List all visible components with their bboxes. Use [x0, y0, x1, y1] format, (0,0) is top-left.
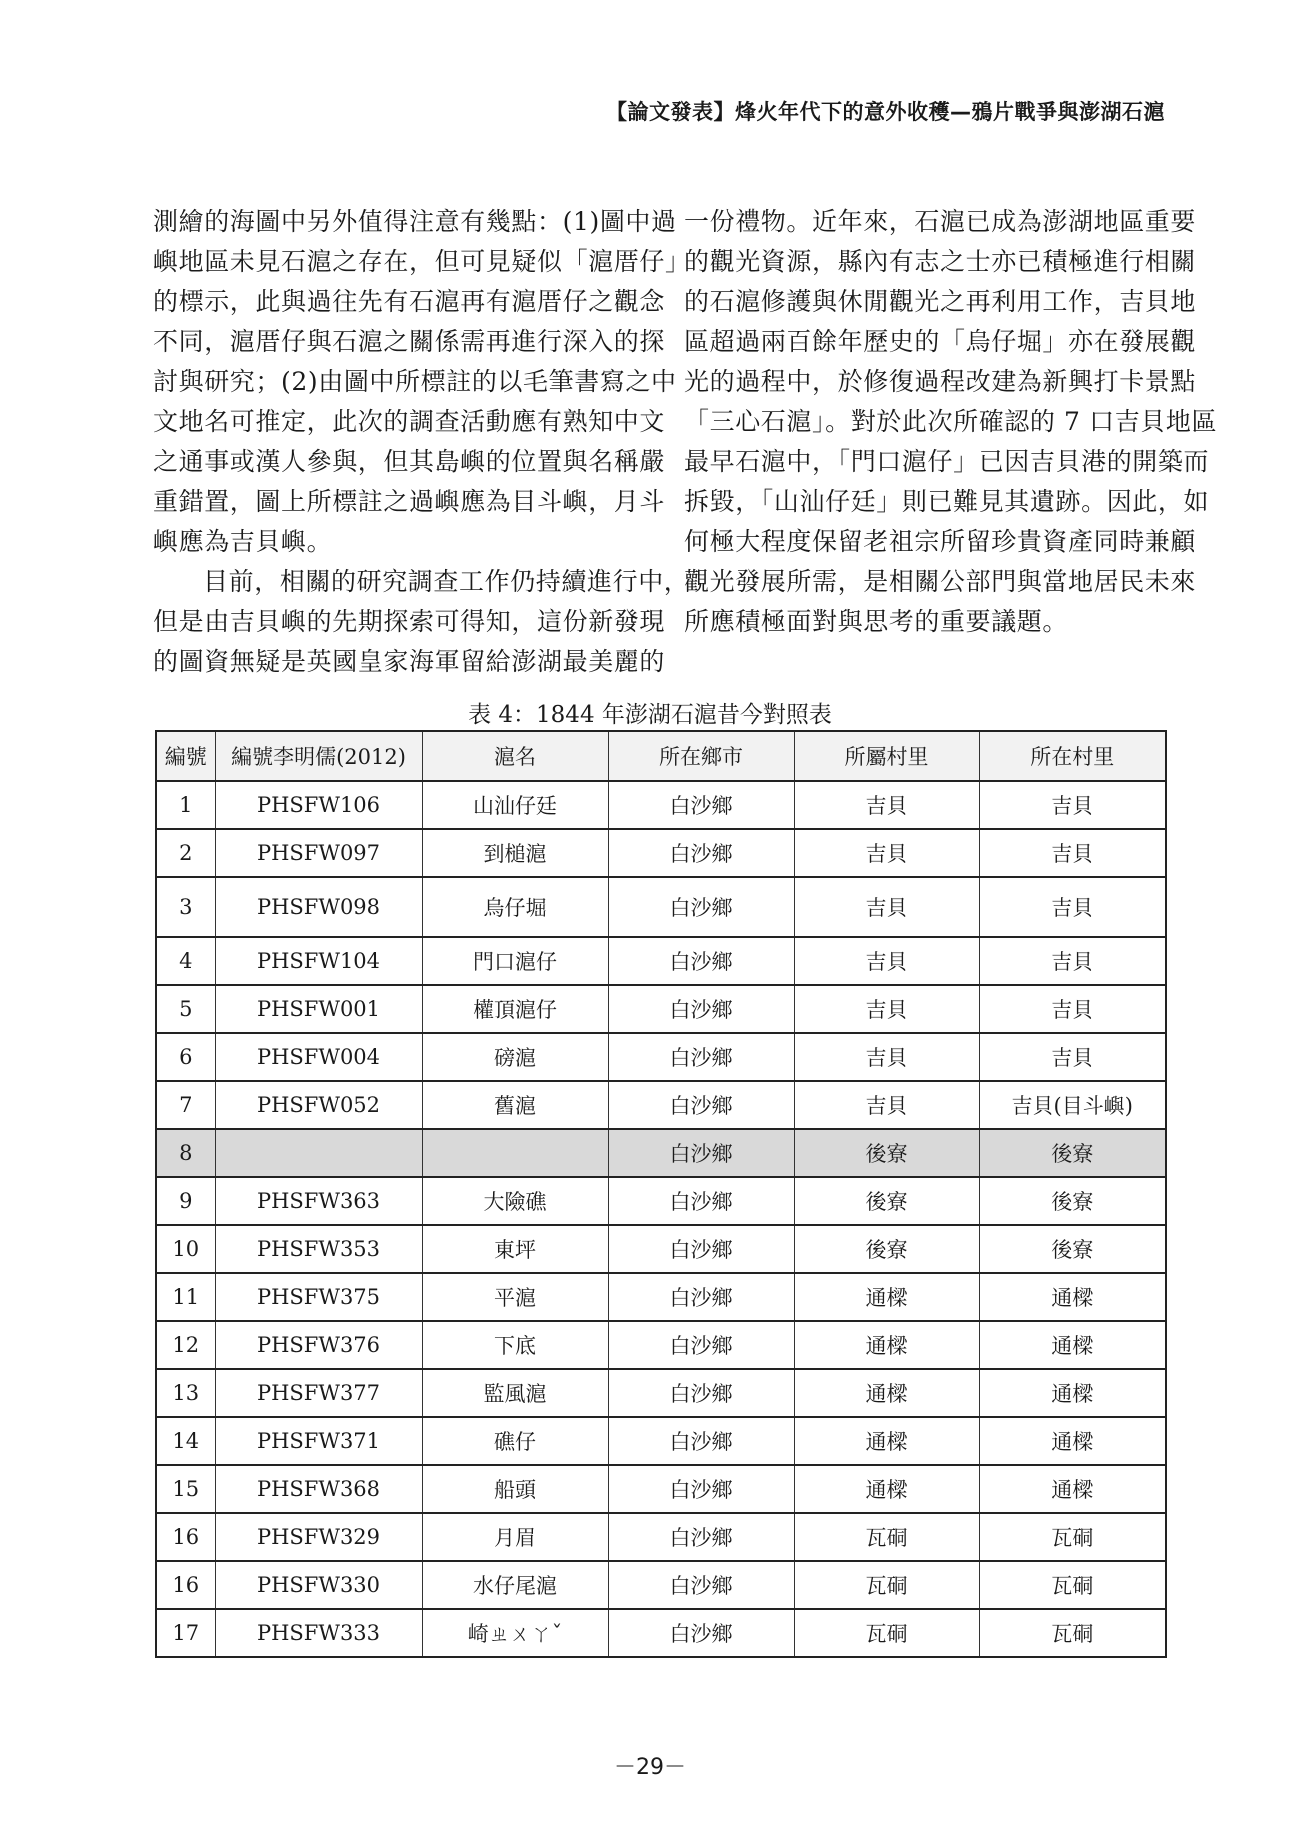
table-row: [156, 1369, 1166, 1417]
text-line: 的石滬修護與休閒觀光之再利用工作，吉貝地: [684, 287, 1197, 316]
table-caption: 表 4：1844 年澎湖石滬昔今對照表: [468, 702, 832, 728]
text-line: 但是由吉貝嶼的先期探索可得知，這份新發現: [153, 607, 666, 636]
cell-village-belong: 後寮: [794, 1129, 979, 1177]
text-line: 之通事或漢人參與，但其島嶼的位置與名稱嚴: [153, 447, 666, 476]
cell-village-belong: 通樑: [794, 1321, 979, 1369]
cell-li-number: PHSFW376: [215, 1321, 422, 1369]
cell-village-belong: 通樑: [794, 1417, 979, 1465]
table-row: [156, 1129, 1166, 1177]
cell-weir-name: 山汕仔廷: [422, 781, 608, 829]
cell-village-located: 吉貝: [979, 829, 1166, 877]
cell-village-located: 吉貝(目斗嶼): [979, 1081, 1166, 1129]
cell-li-number: PHSFW368: [215, 1465, 422, 1513]
table-row: [156, 1177, 1166, 1225]
cell-li-number: PHSFW363: [215, 1177, 422, 1225]
cell-weir-name: 崎ㄓㄨㄚˇ: [422, 1609, 608, 1657]
cell-weir-name: 舊滬: [422, 1081, 608, 1129]
cell-township: 白沙鄉: [608, 985, 794, 1033]
cell-township: 白沙鄉: [608, 1081, 794, 1129]
cell-village-located: 吉貝: [979, 985, 1166, 1033]
header-number: 編號: [156, 731, 215, 781]
cell-village-belong: 後寮: [794, 1225, 979, 1273]
empty-diagonal-cell: [215, 1129, 422, 1177]
cell-village-located: 吉貝: [979, 781, 1166, 829]
text-line: 不同，滬厝仔與石滬之關係需再進行深入的探: [153, 327, 666, 356]
cell-village-belong: 後寮: [794, 1177, 979, 1225]
cell-li-number: PHSFW333: [215, 1609, 422, 1657]
right-text-column: [684, 202, 1218, 642]
table-row: [156, 985, 1166, 1033]
table-row: [156, 1225, 1166, 1273]
cell-township: 白沙鄉: [608, 1273, 794, 1321]
cell-li-number: PHSFW330: [215, 1561, 422, 1609]
table-row: [156, 1609, 1166, 1657]
cell-township: 白沙鄉: [608, 1033, 794, 1081]
cell-village-belong: 通樑: [794, 1273, 979, 1321]
cell-li-number: PHSFW375: [215, 1273, 422, 1321]
cell-number: 16: [156, 1513, 215, 1561]
cell-township: 白沙鄉: [608, 1513, 794, 1561]
cell-number: 15: [156, 1465, 215, 1513]
cell-li-number: PHSFW104: [215, 937, 422, 985]
table-row: [156, 829, 1166, 877]
cell-township: 白沙鄉: [608, 1225, 794, 1273]
cell-township: 白沙鄉: [608, 1129, 794, 1177]
cell-li-number: PHSFW106: [215, 781, 422, 829]
cell-number: 16: [156, 1561, 215, 1609]
cell-township: 白沙鄉: [608, 829, 794, 877]
table-row: [156, 1321, 1166, 1369]
cell-number: 2: [156, 829, 215, 877]
cell-number: 1: [156, 781, 215, 829]
cell-village-located: 瓦硐: [979, 1609, 1166, 1657]
table-row: [156, 1561, 1166, 1609]
cell-weir-name: 大險礁: [422, 1177, 608, 1225]
cell-number: 7: [156, 1081, 215, 1129]
text-line: 觀光發展所需，是相關公部門與當地居民未來: [684, 567, 1197, 596]
cell-number: 10: [156, 1225, 215, 1273]
page-number: －29－: [614, 1755, 686, 1780]
cell-township: 白沙鄉: [608, 937, 794, 985]
cell-township: 白沙鄉: [608, 1465, 794, 1513]
cell-township: 白沙鄉: [608, 781, 794, 829]
text-line: 的圖資無疑是英國皇家海軍留給澎湖最美麗的: [153, 647, 666, 676]
cell-li-number: PHSFW371: [215, 1417, 422, 1465]
cell-weir-name: 水仔尾滬: [422, 1561, 608, 1609]
header-li-number: 編號李明儒(2012): [215, 731, 422, 781]
header-village-belong: 所屬村里: [794, 731, 979, 781]
cell-village-belong: 吉貝: [794, 985, 979, 1033]
text-line: 的觀光資源，縣內有志之士亦已積極進行相關: [684, 247, 1197, 276]
cell-li-number: PHSFW353: [215, 1225, 422, 1273]
cell-li-number: PHSFW098: [215, 877, 422, 937]
text-line: 一份禮物。近年來，石滬已成為澎湖地區重要: [684, 207, 1197, 236]
text-line: 最早石滬中，「門口滬仔」已因吉貝港的開築而: [684, 447, 1210, 476]
cell-village-located: 後寮: [979, 1129, 1166, 1177]
table-row: [156, 1513, 1166, 1561]
cell-li-number: PHSFW004: [215, 1033, 422, 1081]
cell-number: 14: [156, 1417, 215, 1465]
table-row: [156, 1417, 1166, 1465]
cell-village-located: 吉貝: [979, 937, 1166, 985]
table-row: [156, 937, 1166, 985]
cell-village-located: 通樑: [979, 1417, 1166, 1465]
table-row: [156, 1033, 1166, 1081]
cell-township: 白沙鄉: [608, 1609, 794, 1657]
cell-village-belong: 吉貝: [794, 877, 979, 937]
cell-number: 9: [156, 1177, 215, 1225]
text-line: 重錯置，圖上所標註之過嶼應為目斗嶼，月斗: [153, 487, 666, 516]
cell-weir-name: 權頂滬仔: [422, 985, 608, 1033]
cell-village-located: 吉貝: [979, 877, 1166, 937]
left-text-column: [153, 202, 691, 682]
cell-village-located: 瓦硐: [979, 1513, 1166, 1561]
table-row: [156, 781, 1166, 829]
text-line: 的標示，此與過往先有石滬再有滬厝仔之觀念: [153, 287, 666, 316]
cell-number: 3: [156, 877, 215, 937]
cell-village-located: 吉貝: [979, 1033, 1166, 1081]
cell-village-located: 後寮: [979, 1225, 1166, 1273]
cell-village-located: 後寮: [979, 1177, 1166, 1225]
cell-village-belong: 瓦硐: [794, 1609, 979, 1657]
text-line: 拆毀，「山汕仔廷」則已難見其遺跡。因此，如: [684, 487, 1210, 516]
cell-number: 4: [156, 937, 215, 985]
cell-weir-name: 船頭: [422, 1465, 608, 1513]
table-header-row: [156, 731, 1166, 781]
cell-village-belong: 通樑: [794, 1369, 979, 1417]
cell-li-number: PHSFW377: [215, 1369, 422, 1417]
cell-village-belong: 吉貝: [794, 1081, 979, 1129]
cell-number: 13: [156, 1369, 215, 1417]
cell-li-number: PHSFW001: [215, 985, 422, 1033]
cell-li-number: PHSFW052: [215, 1081, 422, 1129]
cell-township: 白沙鄉: [608, 1177, 794, 1225]
cell-weir-name: 平滬: [422, 1273, 608, 1321]
text-line: 嶼地區未見石滬之存在，但可見疑似「滬厝仔」: [153, 247, 691, 276]
cell-weir-name: 下底: [422, 1321, 608, 1369]
cell-village-located: 通樑: [979, 1273, 1166, 1321]
cell-number: 6: [156, 1033, 215, 1081]
cell-weir-name: 監風滬: [422, 1369, 608, 1417]
cell-village-belong: 吉貝: [794, 829, 979, 877]
cell-number: 12: [156, 1321, 215, 1369]
header-township: 所在鄉市: [608, 731, 794, 781]
cell-village-belong: 瓦硐: [794, 1513, 979, 1561]
cell-village-belong: 吉貝: [794, 1033, 979, 1081]
cell-number: 17: [156, 1609, 215, 1657]
table-row: [156, 1081, 1166, 1129]
table-row: [156, 1273, 1166, 1321]
cell-township: 白沙鄉: [608, 1369, 794, 1417]
cell-number: 8: [156, 1129, 215, 1177]
text-line: 目前，相關的研究調查工作仍持續進行中，: [203, 567, 690, 596]
cell-village-located: 通樑: [979, 1321, 1166, 1369]
table-row: [156, 877, 1166, 937]
table-row: [156, 1465, 1166, 1513]
cell-village-located: 通樑: [979, 1369, 1166, 1417]
empty-diagonal-cell: [422, 1129, 608, 1177]
cell-weir-name: 磅滬: [422, 1033, 608, 1081]
cell-village-belong: 吉貝: [794, 937, 979, 985]
text-line: 文地名可推定，此次的調查活動應有熟知中文: [153, 407, 666, 436]
cell-number: 11: [156, 1273, 215, 1321]
cell-weir-name: 到槌滬: [422, 829, 608, 877]
cell-village-belong: 瓦硐: [794, 1561, 979, 1609]
cell-weir-name: 烏仔堀: [422, 877, 608, 937]
text-line: 區超過兩百餘年歷史的「烏仔堀」亦在發展觀: [684, 327, 1197, 356]
cell-township: 白沙鄉: [608, 877, 794, 937]
header-village-located: 所在村里: [979, 731, 1166, 781]
cell-li-number: PHSFW097: [215, 829, 422, 877]
header-weir-name: 滬名: [422, 731, 608, 781]
cell-village-located: 通樑: [979, 1465, 1166, 1513]
cell-number: 5: [156, 985, 215, 1033]
running-head: 【論文發表】烽火年代下的意外收穫—鴉片戰爭與澎湖石滬: [606, 100, 1165, 124]
text-line: 測繪的海圖中另外值得注意有幾點：(1)圖中過: [153, 207, 677, 236]
text-line: 光的過程中，於修復過程改建為新興打卡景點: [684, 367, 1197, 396]
text-line: 「三心石滬」。對於此次所確認的 7 口吉貝地區: [684, 407, 1218, 436]
cell-township: 白沙鄉: [608, 1561, 794, 1609]
cell-village-belong: 吉貝: [794, 781, 979, 829]
cell-village-belong: 通樑: [794, 1465, 979, 1513]
cell-weir-name: 月眉: [422, 1513, 608, 1561]
cell-township: 白沙鄉: [608, 1417, 794, 1465]
text-line: 所應積極面對與思考的重要議題。: [684, 607, 1069, 636]
cell-weir-name: 門口滬仔: [422, 937, 608, 985]
stone-weir-table: [155, 730, 1167, 1658]
cell-village-located: 瓦硐: [979, 1561, 1166, 1609]
cell-li-number: PHSFW329: [215, 1513, 422, 1561]
text-line: 嶼應為吉貝嶼。: [153, 527, 333, 556]
cell-township: 白沙鄉: [608, 1321, 794, 1369]
cell-weir-name: 東坪: [422, 1225, 608, 1273]
text-line: 討與研究；(2)由圖中所標註的以毛筆書寫之中: [153, 367, 677, 396]
text-line: 何極大程度保留老祖宗所留珍貴資產同時兼顧: [684, 527, 1197, 556]
cell-weir-name: 礁仔: [422, 1417, 608, 1465]
